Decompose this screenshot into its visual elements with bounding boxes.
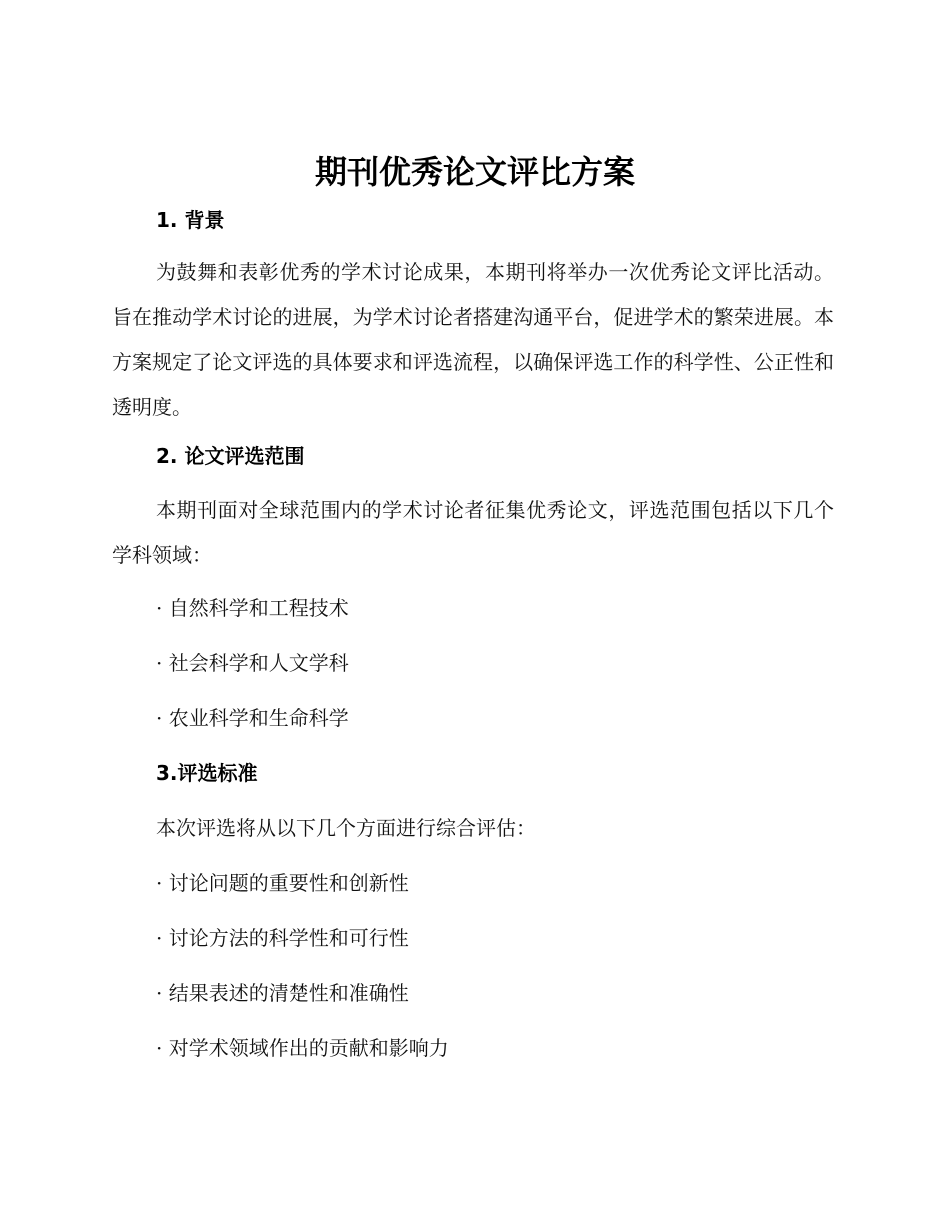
list-item: · 讨论问题的重要性和创新性 xyxy=(156,871,409,895)
section-paragraph-background: 为鼓舞和表彰优秀的学术讨论成果，本期刊将举办一次优秀论文评比活动。 旨在推动学术讨论的进展，为学术讨论者搭建沟通平台，促进学术的繁荣进展。本方案规定了论文评选的具体要求和评选流程，以确保评选工作的科学性、公正性和透明度。 xyxy=(112,260,834,419)
section-intro-criteria: 本次评选将从以下几个方面进行综合评估： xyxy=(156,816,536,840)
list-item: · 对学术领域作出的贡献和影响力 xyxy=(156,1036,449,1060)
section-heading-background: 1. 背景 xyxy=(156,208,225,232)
list-item: · 农业科学和生命科学 xyxy=(156,706,349,730)
list-item: · 结果表述的清楚性和准确性 xyxy=(156,981,409,1005)
section-paragraph-scope: 本期刊面对全球范围内的学术讨论者征集优秀论文，评选范围包括以下几个学科领域： xyxy=(112,498,834,567)
list-item: · 社会科学和人文学科 xyxy=(156,651,349,675)
list-item: · 讨论方法的科学性和可行性 xyxy=(156,926,409,950)
section-heading-scope: 2. 论文评选范围 xyxy=(156,444,305,468)
document-title: 期刊优秀论文评比方案 xyxy=(314,153,635,191)
section-heading-criteria: 3.评选标准 xyxy=(156,761,258,785)
list-item: · 自然科学和工程技术 xyxy=(156,596,349,620)
